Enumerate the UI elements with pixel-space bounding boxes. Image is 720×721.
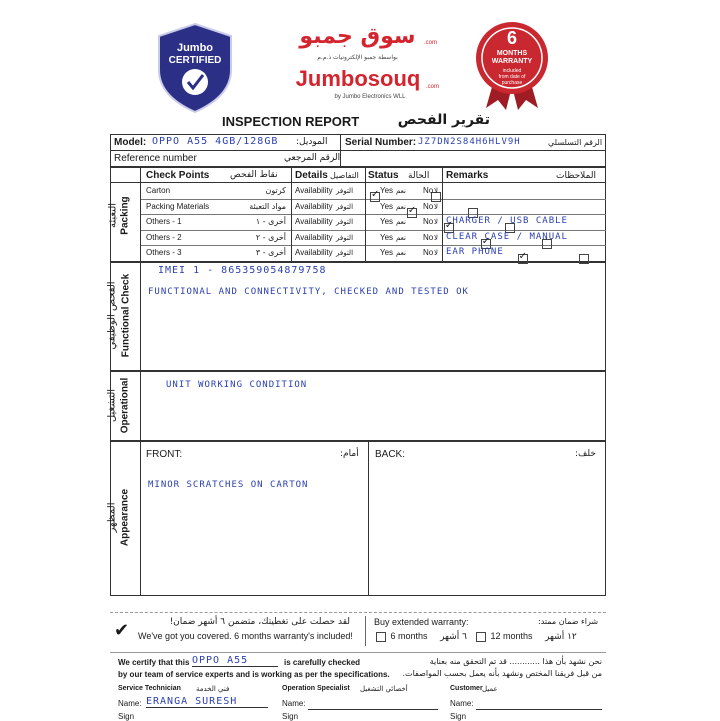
twelve-months-label-ar: ١٢ أشهر [545,632,577,642]
no-checkbox[interactable] [579,254,589,264]
warranty-months: MONTHS [496,50,528,57]
extended-warranty-label-ar: شراء ضمان ممتد: [538,617,599,626]
packing-availability: Availability [295,217,333,226]
report-title-ar: تقرير الفحص [397,112,490,128]
packing-availability: Availability [295,186,333,195]
yes-label: Yes [380,233,394,242]
customer-name-label: Name: [450,699,474,708]
tech-name-value: ERANGA SURESH [146,696,268,708]
customer-label-ar: عميل [482,685,498,693]
warranty-text-en: We've got you covered. 6 months warranty's included! [138,631,353,641]
no-label: No [423,202,434,211]
operational-section-ar: التشغيل [106,388,118,423]
packing-availability-ar: التوفر [336,249,354,257]
twelve-months-label: 12 months [490,631,533,641]
tech-label-ar: فني الخدمة [196,685,230,693]
packing-availability-ar: التوفر [336,203,354,211]
reference-label-ar: الرقم المرجعي [284,153,341,163]
packing-remark: EAR PHONE [446,247,504,257]
packing-row-name: Carton [146,186,171,195]
packing-row-name: Packing Materials [146,202,210,211]
no-label-ar: لا [434,249,438,257]
yes-label-ar: نعم [396,218,406,226]
yes-checkbox[interactable] [518,254,528,264]
packing-row-name-ar: أخرى - ٢ [255,233,286,242]
back-label: BACK: [375,449,406,460]
extended-12-months[interactable] [474,631,577,642]
front-label-ar: أمام: [340,449,359,459]
head-details-ar: التفاصيل [330,171,359,180]
logo-english: Jumbosouq [295,66,421,91]
packing-availability-ar: التوفر [336,234,354,242]
yes-label: Yes [380,248,394,257]
functional-imei: IMEI 1 - 865359054879758 [158,265,327,276]
yes-checkbox[interactable] [370,192,380,202]
checkmark-icon: ✔ [114,620,130,640]
head-remarks-ar: الملاحظات [556,171,596,181]
functional-section-en: Functional Check [120,273,132,358]
warranty-number: 6 [506,28,517,48]
operational-section-en: Operational [119,377,131,434]
no-label-ar: لا [434,234,438,242]
yes-label-ar: نعم [396,203,406,211]
warranty-word: WARRANTY [491,58,533,65]
yes-label-ar: نعم [396,249,406,257]
front-note: MINOR SCRATCHES ON CARTON [148,480,309,490]
logo-arabic-sub: بواسطة جمبو الإلكترونيات ذ.م.م [317,54,398,61]
head-remarks: Remarks [446,170,489,181]
ops-label-ar: أخصائي التشغيل [360,685,408,693]
packing-row-name-ar: مواد التعبئة [249,202,286,211]
logo-arabic: سوق جمبو [299,24,416,49]
packing-availability: Availability [295,202,333,211]
packing-availability-ar: التوفر [336,187,354,195]
packing-availability: Availability [295,233,333,242]
model-label-ar: الموديل: [296,137,328,147]
packing-row-name: Others - 3 [146,248,182,257]
certify-ar2: من قبل فريقنا المختص ونشهد بأنه يعمل بحسب المواصفات. [402,669,602,678]
appearance-section-en: Appearance [119,488,131,547]
model-label: Model: [114,137,147,148]
extended-warranty-label: Buy extended warranty: [374,617,469,627]
no-label-ar: لا [434,187,438,195]
tech-label: Service Technician [118,685,181,692]
certify-ar1: نحن نشهد بأن هذا ............ قد تم التحقق منه بعناية [429,657,602,666]
no-label: No [423,248,434,257]
packing-row-name-ar: كرتون [265,186,286,195]
ops-name-label: Name: [282,699,306,708]
no-label: No [423,217,434,226]
warranty-seal [474,20,550,110]
serial-value: JZ7DN2S84H6HLV9H [418,137,521,147]
serial-label: Serial Number: [345,137,417,148]
back-label-ar: خلف: [575,449,596,459]
warranty-from: from date of [498,74,526,80]
twelve-months-checkbox[interactable] [476,632,486,642]
extended-6-months[interactable] [374,631,467,642]
packing-row-name-ar: أخرى - ١ [255,217,286,226]
head-details: Details [295,170,328,181]
packing-section-ar: التعبئة [107,202,119,229]
jumbosouq-logo [280,24,440,104]
head-check-points: Check Points [146,170,210,181]
certify-suffix: is carefully checked [284,658,361,667]
tech-sign-label: Sign [118,712,135,721]
warranty-included: included [502,68,522,74]
head-check-points-ar: نقاط الفحص [230,170,278,180]
no-label-ar: لا [434,203,438,211]
packing-remark: CHARGER / USB CABLE [446,216,568,226]
packing-remark: CLEAR CASE / MANUAL [446,232,568,242]
yes-label: Yes [380,202,394,211]
no-label: No [423,186,434,195]
packing-row-name: Others - 2 [146,233,182,242]
yes-label-ar: نعم [396,234,406,242]
certify-prefix: We certify that this [118,658,190,667]
packing-row-name: Others - 1 [146,217,182,226]
customer-sign-label: Sign [450,712,467,721]
head-status-ar: الحالة [408,171,430,181]
yes-label: Yes [380,217,394,226]
certify-model: OPPO A55 [192,655,278,667]
reference-label: Reference number [114,153,197,164]
customer-label: Customer [450,685,483,692]
yes-checkbox[interactable] [407,208,417,218]
serial-label-ar: الرقم التسلسلي [548,138,603,147]
yes-label: Yes [380,186,394,195]
warranty-text-ar: لقد حصلت على تغطيتك، متضمن ٦ أشهر ضمان! [169,617,350,627]
packing-availability-ar: التوفر [336,218,354,226]
functional-section-ar: الفحص الوظيفي [106,281,118,350]
logo-com-2: .com [426,84,440,90]
tech-name-label: Name: [118,699,142,708]
six-months-label-ar: ٦ أشهر [440,632,467,642]
badge-line2: CERTIFIED [168,55,222,66]
head-status: Status [368,170,399,181]
model-value: OPPO A55 4GB/128GB [152,136,279,147]
jumbo-certified-badge [157,22,233,114]
report-title-en: INSPECTION REPORT [222,114,360,129]
logo-com-1: .com [424,40,438,46]
logo-english-sub: by Jumbo Electronics WLL [334,94,406,100]
packing-section-en: Packing [119,196,131,235]
functional-note: FUNCTIONAL AND CONNECTIVITY, CHECKED AND TESTED OK [148,287,469,297]
yes-label-ar: نعم [396,187,406,195]
ops-sign-label: Sign [282,712,299,721]
operational-note: UNIT WORKING CONDITION [166,380,308,390]
six-months-label: 6 months [390,631,428,641]
packing-row-name-ar: أخرى - ٣ [255,248,286,257]
packing-availability: Availability [295,248,333,257]
ops-label: Operation Specialist [282,685,350,692]
appearance-section-ar: المظهر [106,502,118,533]
no-label-ar: لا [434,218,438,226]
badge-line1: Jumbo [176,42,214,54]
certify-line2: by our team of service experts and is working as per the specifications. [118,670,390,679]
six-months-checkbox[interactable] [376,632,386,642]
no-label: No [423,233,434,242]
warranty-purchase: purchase [501,80,523,86]
front-label: FRONT: [146,449,183,460]
